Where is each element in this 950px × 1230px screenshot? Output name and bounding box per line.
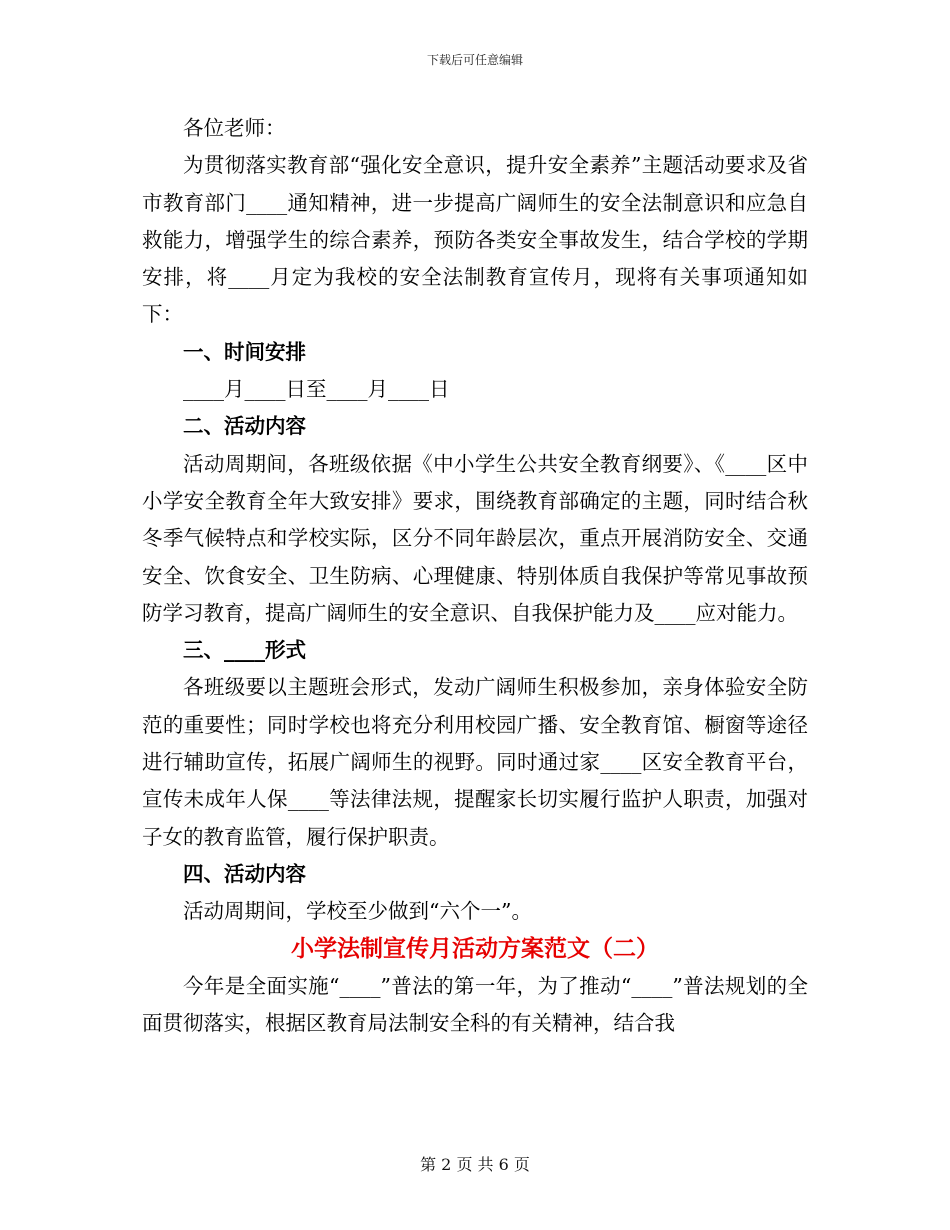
- greeting: 各位老师：: [183, 116, 286, 140]
- section-4-text: 活动周期间，学校至少做到“六个一”。: [183, 899, 532, 924]
- page-header: 下载后可任意编辑: [426, 53, 523, 67]
- section-1-heading: 一、时间安排: [183, 339, 306, 364]
- paragraph-2: 今年是全面实施“____”普法的第一年，为了推动“____”普法规划的全面贯彻落实，根据区教育局法制安全科的有关精神，结合我: [142, 973, 808, 1036]
- document-title-2: 小学法制宣传月活动方案范文（二）: [291, 935, 659, 962]
- intro-paragraph: 为贯彻落实教育部“强化安全意识，提升安全素养”主题活动要求及省市教育部门____通知精神，进一步提高广阔师生的安全法制意识和应急自救能力，增强学生的综合素养，预防各类安全事故发生，结合学校的学期安排，将____月定为我校的安全法制教育宣传月，现将有关事项通知如下：: [142, 153, 808, 327]
- section-1-text: ____月____日至____月____日: [183, 377, 450, 402]
- page-footer: 第 2 页 共 6 页: [420, 1155, 530, 1174]
- section-4-heading: 四、活动内容: [183, 861, 306, 886]
- section-3-heading: 三、____形式: [183, 638, 306, 663]
- document-body: [142, 110, 808, 1042]
- section-2-heading: 二、活动内容: [183, 414, 306, 439]
- section-2-text: 活动周期间，各班级依据《中小学生公共安全教育纲要》、《____区中小学安全教育全年大致安排》要求，围绕教育部确定的主题，同时结合秋冬季气候特点和学校实际，区分不同年龄层次，重点开展消防安全、交通安全、饮食安全、卫生防病、心理健康、特别体质自我保护等常见事故预防学习教育，提高广阔师生的安全意识、自我保护能力及____应对能力。: [142, 451, 808, 625]
- section-3-text: 各班级要以主题班会形式，发动广阔师生积极参加，亲身体验安全防范的重要性；同时学校也将充分利用校园广播、安全教育馆、橱窗等途径进行辅助宣传，拓展广阔师生的视野。同时通过家____区安全教育平台，宣传未成年人保____等法律法规，提醒家长切实履行监护人职责，加强对子女的教育监管，履行保护职责。: [142, 675, 808, 849]
